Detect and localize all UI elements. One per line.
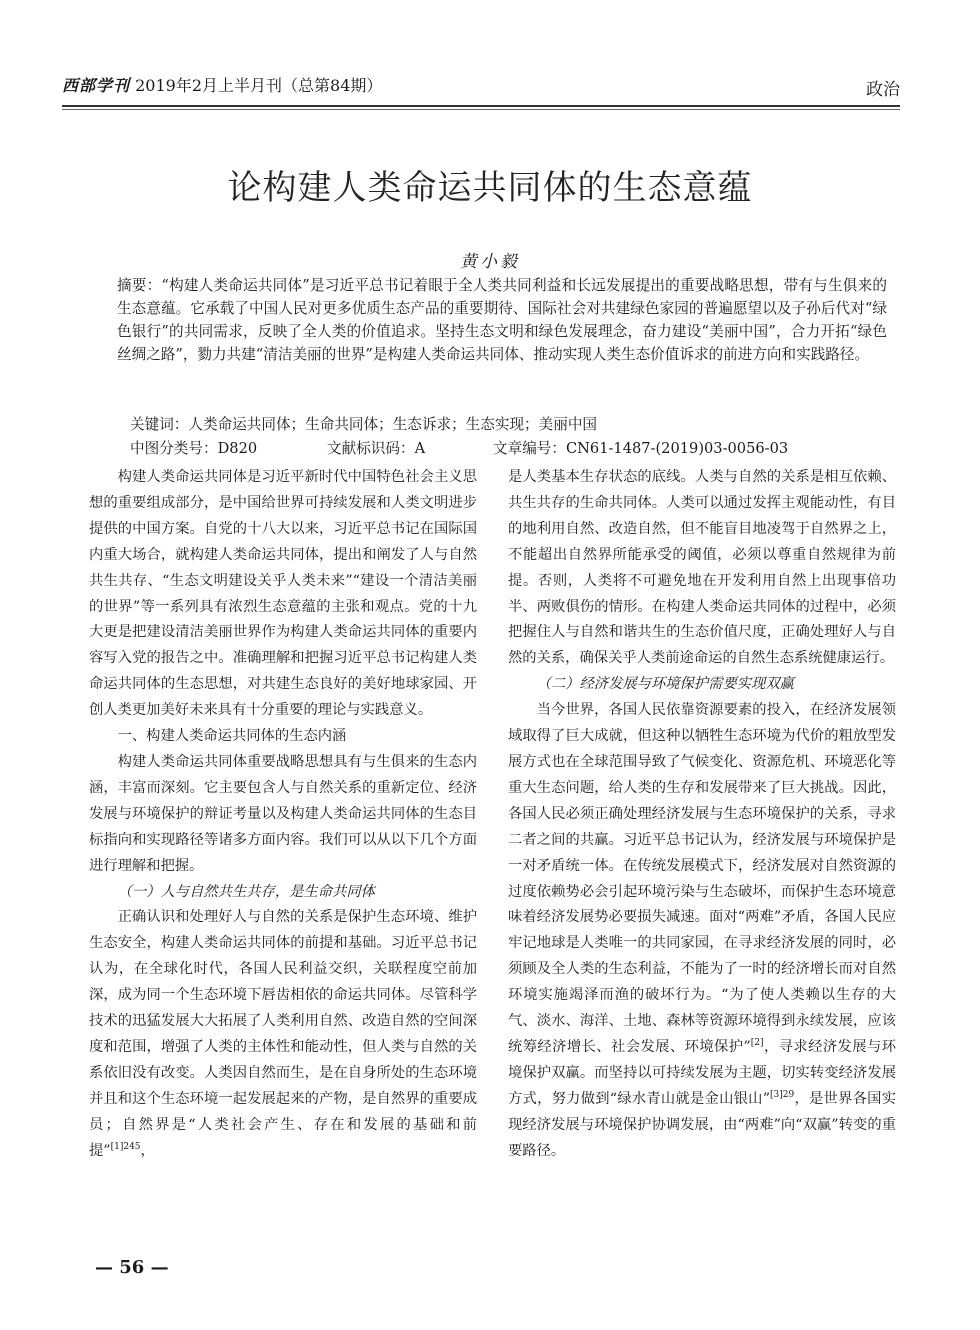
article-number bbox=[493, 437, 788, 458]
clc-number bbox=[130, 437, 257, 458]
keywords bbox=[130, 413, 597, 434]
author-name: 黄小毅 bbox=[460, 252, 520, 272]
section-heading: 一、构建人类命运共同体的生态内涵 bbox=[117, 728, 347, 745]
citation: [2] bbox=[750, 1038, 764, 1049]
journal-name: 西部学刊 bbox=[62, 76, 131, 95]
subsection-heading: （一）人与自然共生共存，是生命共同体 bbox=[117, 883, 375, 900]
paragraph-text: ，寻求经济发展与环境保护双赢。而坚持以可持续发展为主题，切实转变经济发展方式，努力做到“绿水青山就是金山银山” bbox=[508, 1038, 897, 1107]
doc-value: A bbox=[414, 440, 426, 457]
subsection-heading: （二）经济发展与环境保护需要实现双赢 bbox=[536, 676, 794, 693]
journal-info bbox=[62, 73, 382, 96]
paragraph-text: 当今世界，各国人民依靠资源要素的投入，在经济发展领域取得了巨大成就，但这种以牺牲生态环境为代价的粗放型发展方式也在全球范围导致了气候变化、资源危机、环境恶化等重大生态问题，给人类的生存和发展带来了巨大挑战。因此，各国人民必须正确处理经济发展与生态环境保护的关系，寻求二者之间的共赢。习近平总书记认为，经济发展与环境保护是一对矛盾统一体。在传统发展模式下，经济发展对自然资源的过度依赖势必会引起环境污染与生态破坏，而保护生态环境意味着经济发展势必要损失减速。面对“两难”矛盾，各国人民应牢记地球是人类唯一的共同家园，在寻求经济发展的同时，必须顾及全人类的生态利益，不能为了一时的经济增长而对自然环境实施竭泽而渔的破坏行为。“为了使人类赖以生存的大气、淡水、海洋、土地、森林等资源环境得到永续发展，应该统筹经济增长、社会发展、环境保护” bbox=[508, 702, 896, 1055]
doc-label: 文献标识码： bbox=[327, 440, 415, 457]
section-tag: 政治 bbox=[866, 80, 900, 100]
page-number: — 56 — bbox=[95, 1257, 169, 1278]
article-value: CN61-1487-(2019)03-0056-03 bbox=[565, 440, 789, 457]
paragraph-text: ，是世界各国实现经济发展与环境保护协调发展，由“两难”向“双赢”转变的重要路径。 bbox=[508, 1090, 897, 1159]
paragraph-text: 正确认识和处理好人与自然的关系是保护生态环境、维护生态安全，构建人类命运共同体的前提和基础。习近平总书记认为，在全球化时代，各国人民利益交织，关联程度空前加深，成为同一个生态环境下唇齿相依的命运共同体。尽管科学技术的迅猛发展大大拓展了人类利用自然、改造自然的空间深度和范围，增强了人类的主体性和能动性，但人类与自然的关系依旧没有改变。人类因自然而生，是在自身所处的生态环境并且和这个生态环境一起发展起来的产物，是自然界的重要成员；自然界是“人类社会产生、存在和发展的基础和前提” bbox=[89, 909, 477, 1159]
document-code bbox=[327, 437, 425, 458]
body-column-left bbox=[89, 465, 477, 1164]
article-label: 文章编号： bbox=[493, 440, 566, 457]
paragraph bbox=[508, 698, 896, 1164]
abstract bbox=[117, 274, 887, 366]
keywords-text: 人类命运共同体；生命共同体；生态诉求；生态实现；美丽中国 bbox=[188, 416, 598, 433]
paragraph: 是人类基本生存状态的底线。人类与自然的关系是相互依赖、共生共存的生命共同体。人类可以通过发挥主观能动性，有目的地利用自然、改造自然，但不能盲目地凌驾于自然界之上，不能超出自然界所能承受的阈值，必须以尊重自然规律为前提。否则，人类将不可避免地在开发利用自然上出现事倍功半、两败俱伤的情形。在构建人类命运共同体的过程中，必须把握住人与自然和谐共生的生态价值尺度，正确处理好人与自然的关系，确保关乎人类前途命运的自然生态系统健康运行。 bbox=[508, 469, 896, 667]
clc-label: 中图分类号： bbox=[130, 440, 218, 457]
abstract-text: “构建人类命运共同体”是习近平总书记着眼于全人类共同利益和长远发展提出的重要战略思想，带有与生俱来的生态意蕴。它承载了中国人民对更多优质生态产品的重要期待、国际社会对共建绿色家园的普遍愿望以及子孙后代对“绿色银行”的共同需求，反映了全人类的价值追求。坚持生态文明和绿色发展理念，奋力建设“美丽中国”，合力开拓“绿色丝绸之路”，勠力共建“清洁美丽的世界”是构建人类命运共同体、推动实现人类生态价值诉求的前进方向和实践路径。 bbox=[117, 277, 887, 363]
abstract-label: 摘要： bbox=[117, 277, 162, 294]
body-column-right bbox=[508, 465, 896, 1164]
article-title: 论构建人类命运共同体的生态意蕴 bbox=[227, 168, 753, 208]
paragraph bbox=[89, 905, 477, 1164]
paragraph: 构建人类命运共同体是习近平新时代中国特色社会主义思想的重要组成部分，是中国给世界可持续发展和人类文明进步提供的中国方案。自党的十八大以来，习近平总书记在国际国内重大场合，就构建人类命运共同体，提出和阐发了人与自然共生共存、“生态文明建设关乎人类未来”“建设一个清洁美丽的世界”等一系列具有浓烈生态意蕴的主张和观点。党的十九大更是把建设清洁美丽世界作为构建人类命运共同体的重要内容写入党的报告之中。准确理解和把握习近平总书记构建人类命运共同体的生态思想，对共建生态良好的美好地球家园、开创人类更加美好未来具有十分重要的理论与实践意义。 bbox=[89, 469, 477, 719]
paragraph: 构建人类命运共同体重要战略思想具有与生俱来的生态内涵，丰富而深刻。它主要包含人与自然关系的重新定位、经济发展与环境保护的辩证考量以及构建人类命运共同体的生态目标指向和实现路径等诸多方面内容。我们可以从以下几个方面进行理解和把握。 bbox=[89, 753, 477, 874]
header-rule-thin bbox=[62, 109, 900, 110]
keywords-label: 关键词： bbox=[130, 416, 189, 433]
citation: [3]29 bbox=[770, 1089, 795, 1100]
paragraph-text: ， bbox=[140, 1142, 155, 1159]
running-header bbox=[62, 73, 900, 109]
clc-value: D820 bbox=[217, 440, 258, 457]
citation: [1]245 bbox=[110, 1141, 141, 1152]
journal-issue: 2019年2月上半月刊（总第84期） bbox=[135, 76, 383, 95]
header-rule bbox=[62, 105, 900, 107]
